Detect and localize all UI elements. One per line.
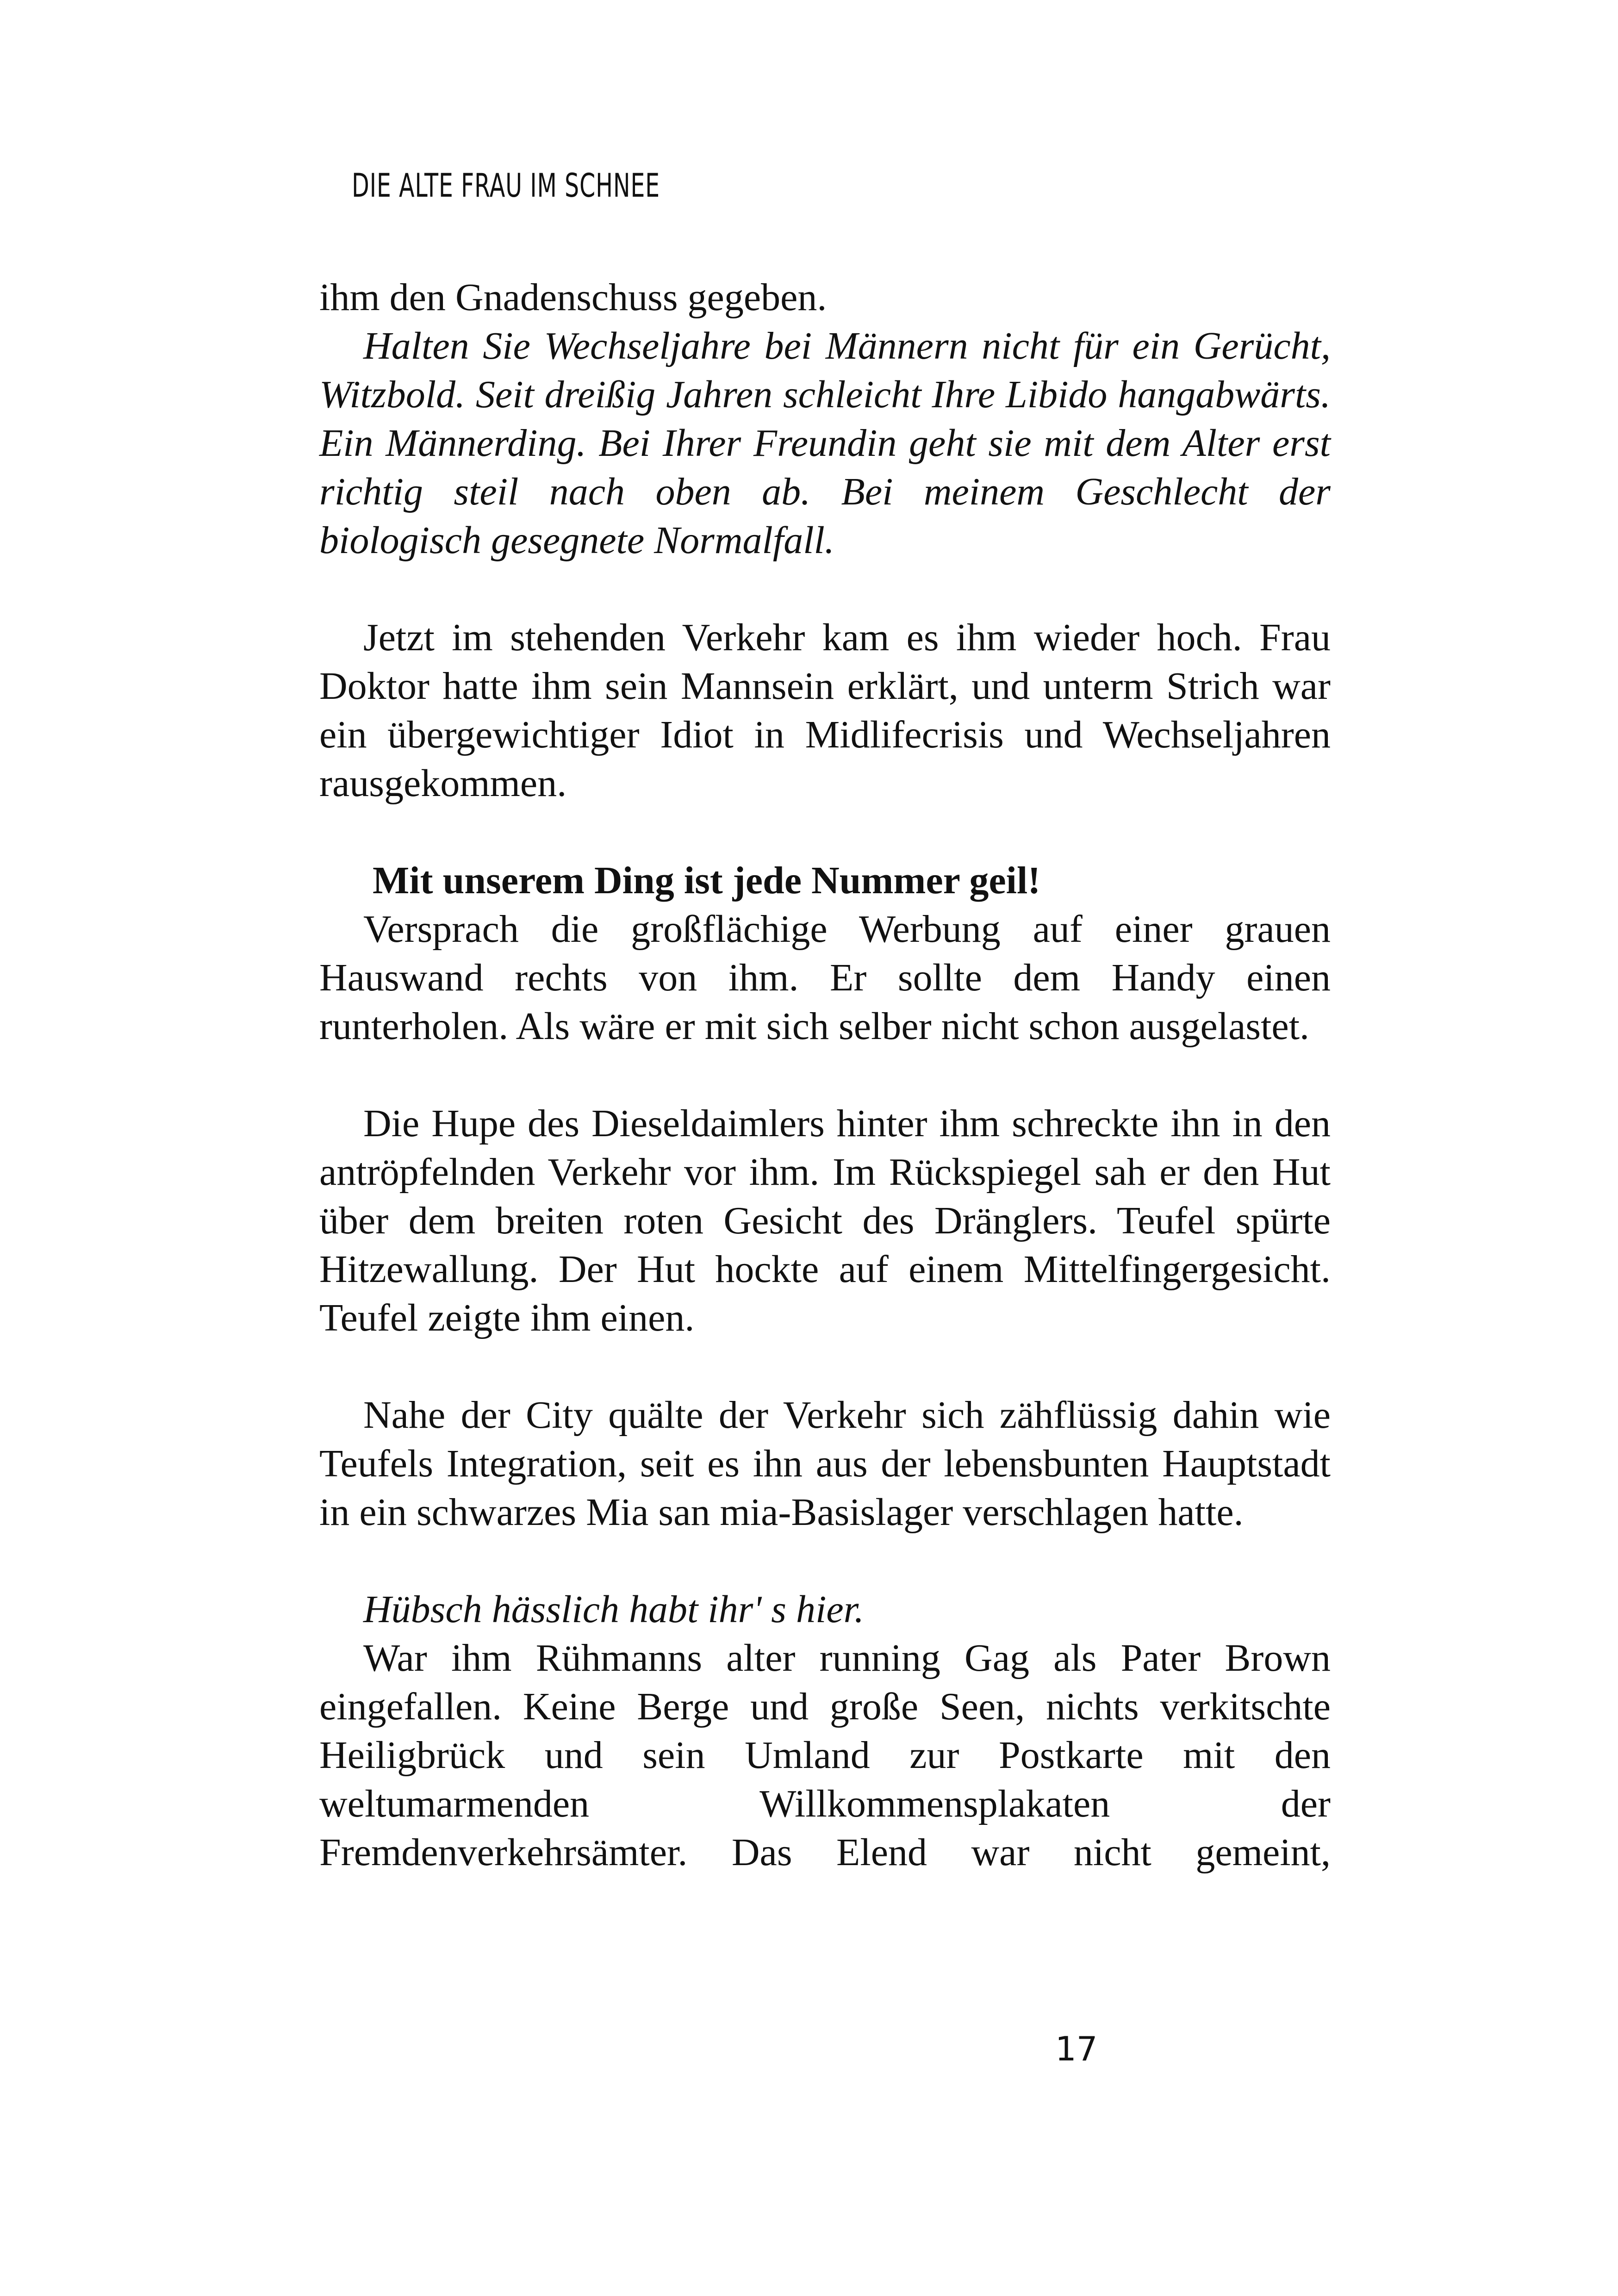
paragraph: Die Hupe des Dieseldaimlers hinter ihm schreckte ihn in den antröpfelnden Verkehr vor ihm. Im Rückspiegel sah er den Hut über dem breiten roten Gesicht des Dränglers. Teufel spürte Hitzewallung. Der Hut hockte auf einem Mittelfingergesicht. Teufel zeigte ihm einen. bbox=[319, 1102, 1331, 1339]
paragraph-italic-quote: Hübsch hässlich habt ihr' s hier. bbox=[363, 1588, 864, 1631]
paragraph: Nahe der City quälte der Verkehr sich zähflüssig dahin wie Teufels Integration, seit es ihn aus der lebensbunten Hauptstadt in ein schwarzes Mia san mia-Basislager verschlagen hatte. bbox=[319, 1394, 1331, 1534]
paragraph: ihm den Gnadenschuss gegeben. bbox=[319, 276, 827, 319]
paragraph-bold-slogan: Mit unserem Ding ist jede Nummer geil! bbox=[373, 859, 1041, 902]
paragraph-italic-quote: Halten Sie Wechseljahre bei Männern nicht für ein Gerücht, Witzbold. Seit dreißig Jahren schleicht Ihre Libido hangabwärts. Ein Männerding. Bei Ihrer Freundin geht sie mit dem Alter erst richtig steil nach oben ab. Bei meinem Geschlecht der biologisch gesegnete Normalfall. bbox=[319, 324, 1331, 562]
running-header: DIE ALTE FRAU IM SCHNEE bbox=[352, 167, 660, 205]
paragraph: War ihm Rühmanns alter running Gag als Pater Brown eingefallen. Keine Berge und große Seen, nichts verkitschte Heiligbrück und sein Umland zur Postkarte mit den weltumarmenden Willkommensplakaten der Fremdenverkehrsämter. Das Elend war nicht gemeint, bbox=[319, 1636, 1331, 1874]
paragraph-gap bbox=[319, 565, 1331, 613]
paragraph-gap bbox=[319, 1342, 1331, 1391]
paragraph-gap bbox=[319, 808, 1331, 856]
paragraph: Versprach die großflächige Werbung auf einer grauen Hauswand rechts von ihm. Er sollte dem Handy einen runterholen. Als wäre er mit sich selber nicht schon ausgelastet. bbox=[319, 908, 1331, 1048]
page-number: 17 bbox=[1055, 2029, 1098, 2068]
paragraph-gap bbox=[319, 1051, 1331, 1099]
page-body bbox=[319, 273, 1331, 1877]
paragraph: Jetzt im stehenden Verkehr kam es ihm wieder hoch. Frau Doktor hatte ihm sein Mannsein erklärt, und unterm Strich war ein übergewichtiger Idiot in Midlifecrisis und Wechseljahren rausgekommen. bbox=[319, 616, 1331, 805]
paragraph-gap bbox=[319, 1537, 1331, 1585]
